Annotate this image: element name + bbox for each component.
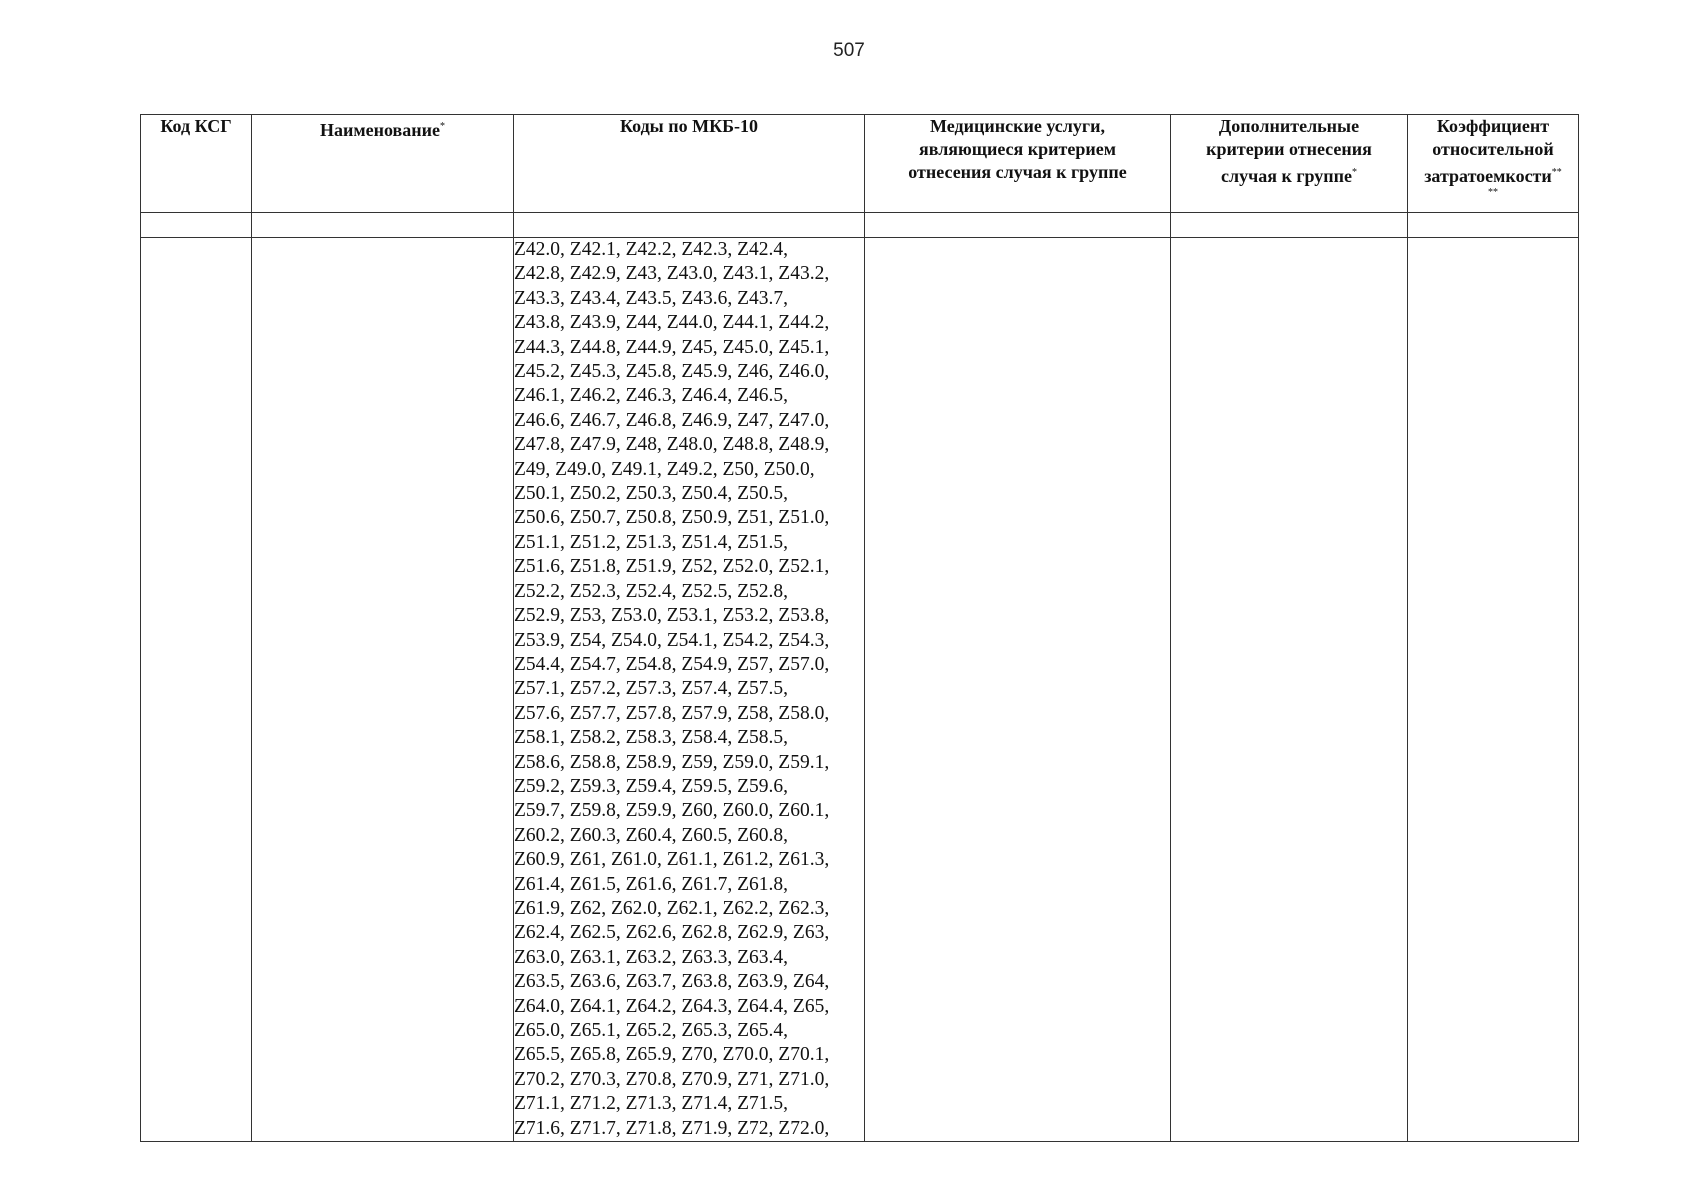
cell-mkb-codes bbox=[514, 238, 865, 1142]
code-line: Z49, Z49.0, Z49.1, Z49.2, Z50, Z50.0, bbox=[514, 458, 815, 480]
code-line: Z64.0, Z64.1, Z64.2, Z64.3, Z64.4, Z65, bbox=[514, 995, 830, 1017]
code-line: Z43.3, Z43.4, Z43.5, Z43.6, Z43.7, bbox=[514, 287, 789, 309]
code-line: Z52.9, Z53, Z53.0, Z53.1, Z53.2, Z53.8, bbox=[514, 605, 830, 627]
footnote-mark: ** bbox=[1551, 167, 1562, 178]
cell-extra-criteria bbox=[1171, 238, 1408, 1142]
code-line: Z51.6, Z51.8, Z51.9, Z52, Z52.0, Z52.1, bbox=[514, 556, 830, 578]
ksg-table bbox=[140, 114, 1579, 1142]
code-line: Z58.6, Z58.8, Z58.9, Z59, Z59.0, Z59.1, bbox=[514, 751, 830, 773]
code-line: Z45.2, Z45.3, Z45.8, Z45.9, Z46, Z46.0, bbox=[514, 361, 830, 383]
footnote-mark: * bbox=[440, 121, 445, 132]
code-line: Z61.9, Z62, Z62.0, Z62.1, Z62.2, Z62.3, bbox=[514, 897, 830, 919]
code-line: Z59.7, Z59.8, Z59.9, Z60, Z60.0, Z60.1, bbox=[514, 800, 830, 822]
header-medical-services: Медицинские услуги, являющиеся критерием отнесения случая к группе bbox=[865, 115, 1171, 213]
page-number: 507 bbox=[833, 40, 865, 61]
code-line: Z52.2, Z52.3, Z52.4, Z52.5, Z52.8, bbox=[514, 580, 789, 602]
footnote-mark: * bbox=[1352, 167, 1358, 178]
header-cost-coefficient: Коэффициент относительной затратоемкости** ** bbox=[1408, 115, 1579, 213]
code-line: Z58.1, Z58.2, Z58.3, Z58.4, Z58.5, bbox=[514, 727, 789, 749]
code-line: Z42.0, Z42.1, Z42.2, Z42.3, Z42.4, bbox=[514, 239, 789, 260]
code-line: Z46.6, Z46.7, Z46.8, Z46.9, Z47, Z47.0, bbox=[514, 409, 830, 431]
code-line: Z54.4, Z54.7, Z54.8, Z54.9, Z57, Z57.0, bbox=[514, 653, 830, 675]
code-line: Z47.8, Z47.9, Z48, Z48.0, Z48.8, Z48.9, bbox=[514, 434, 830, 456]
code-line: Z65.5, Z65.8, Z65.9, Z70, Z70.0, Z70.1, bbox=[514, 1044, 830, 1066]
header-row bbox=[141, 115, 1579, 213]
header-extra-criteria: Дополнительные критерии отнесения случая к группе* bbox=[1171, 115, 1408, 213]
code-line: Z50.1, Z50.2, Z50.3, Z50.4, Z50.5, bbox=[514, 483, 789, 505]
code-line: Z62.4, Z62.5, Z62.6, Z62.8, Z62.9, Z63, bbox=[514, 922, 830, 944]
header-ksg-code: Код КСГ bbox=[141, 115, 252, 213]
code-line: Z60.9, Z61, Z61.0, Z61.1, Z61.2, Z61.3, bbox=[514, 849, 830, 871]
code-line: Z70.2, Z70.3, Z70.8, Z70.9, Z71, Z71.0, bbox=[514, 1068, 830, 1090]
code-line: Z53.9, Z54, Z54.0, Z54.1, Z54.2, Z54.3, bbox=[514, 629, 830, 651]
footnote-mark: ** bbox=[1488, 187, 1498, 198]
code-line: Z43.8, Z43.9, Z44, Z44.0, Z44.1, Z44.2, bbox=[514, 312, 830, 334]
code-line: Z60.2, Z60.3, Z60.4, Z60.5, Z60.8, bbox=[514, 824, 789, 846]
code-line: Z63.5, Z63.6, Z63.7, Z63.8, Z63.9, Z64, bbox=[514, 971, 830, 993]
code-line: Z65.0, Z65.1, Z65.2, Z65.3, Z65.4, bbox=[514, 1020, 789, 1041]
code-line: Z59.2, Z59.3, Z59.4, Z59.5, Z59.6, bbox=[514, 775, 789, 797]
code-line: Z61.4, Z61.5, Z61.6, Z61.7, Z61.8, bbox=[514, 873, 789, 895]
cell-cost-coefficient bbox=[1408, 238, 1579, 1142]
code-line: Z51.1, Z51.2, Z51.3, Z51.4, Z51.5, bbox=[514, 531, 789, 553]
cell-medical-services bbox=[865, 238, 1171, 1142]
code-line: Z46.1, Z46.2, Z46.3, Z46.4, Z46.5, bbox=[514, 385, 789, 407]
code-line: Z44.3, Z44.8, Z44.9, Z45, Z45.0, Z45.1, bbox=[514, 336, 830, 358]
cell-ksg-code bbox=[141, 238, 252, 1142]
code-line: Z42.8, Z42.9, Z43, Z43.0, Z43.1, Z43.2, bbox=[514, 263, 830, 285]
cell-name bbox=[252, 238, 514, 1142]
code-line: Z71.1, Z71.2, Z71.3, Z71.4, Z71.5, bbox=[514, 1093, 789, 1115]
table-row bbox=[141, 238, 1579, 1142]
code-line: Z57.1, Z57.2, Z57.3, Z57.4, Z57.5, bbox=[514, 678, 789, 700]
header-mkb-codes: Коды по МКБ-10 bbox=[514, 115, 865, 213]
code-line: Z63.0, Z63.1, Z63.2, Z63.3, Z63.4, bbox=[514, 946, 789, 968]
header-name: Наименование* bbox=[252, 115, 514, 213]
code-line: Z71.6, Z71.7, Z71.8, Z71.9, Z72, Z72.0, bbox=[514, 1117, 830, 1139]
code-line: Z57.6, Z57.7, Z57.8, Z57.9, Z58, Z58.0, bbox=[514, 702, 830, 724]
code-line: Z50.6, Z50.7, Z50.8, Z50.9, Z51, Z51.0, bbox=[514, 507, 830, 529]
spacer-row bbox=[141, 213, 1579, 238]
